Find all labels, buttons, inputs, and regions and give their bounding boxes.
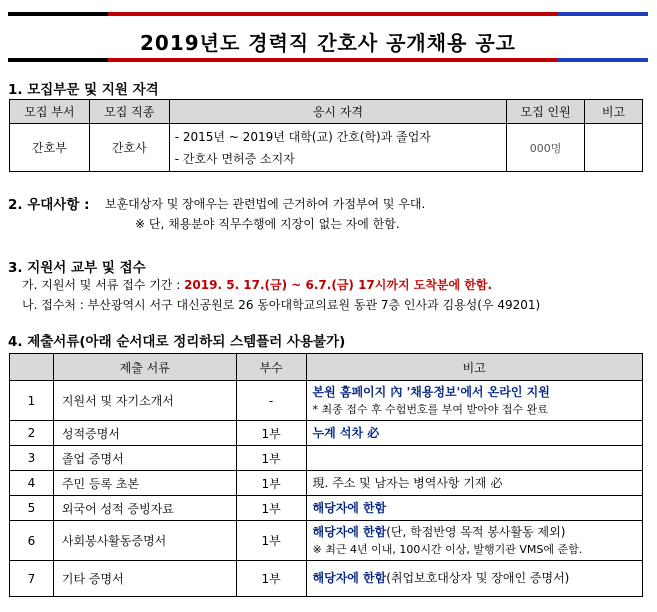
remark-sub: ※ 최근 4년 이내, 100시간 이상, 발행기관 VMS에 준함. [312, 542, 583, 556]
table-row [10, 496, 643, 521]
doc-copies: - [236, 381, 306, 421]
row-number: 6 [10, 521, 54, 561]
section4-heading: 4. 제출서류(아래 순서대로 정리하되 스템플러 사용불가) [8, 334, 346, 350]
application-period [22, 276, 492, 293]
preference-text: 보훈대상자 및 장애우는 관련법에 근거하여 가점부여 및 우대. [105, 197, 426, 211]
page-title: 2019년도 경력직 간호사 공개채용 공고 [140, 31, 516, 55]
doc-name: 외국어 성적 증빙자료 [53, 496, 236, 521]
col-note: 비고 [585, 100, 643, 124]
section1-heading: 1. 모집부문 및 지원 자격 [8, 82, 159, 98]
col-remark: 비고 [306, 354, 642, 381]
recruitment-table [9, 99, 643, 172]
qual-line: - 간호사 면허증 소지자 [174, 151, 295, 166]
period-dates: 2019. 5. 17.(금) ~ 6.7.(금) 17시까지 도착분에 한함. [184, 278, 493, 292]
dept-cell: 간호부 [10, 124, 90, 172]
note-cell [585, 124, 643, 172]
remark-main: 해당자에 한함 [312, 524, 387, 539]
documents-table [9, 353, 643, 597]
col-quals: 응시 자격 [169, 100, 506, 124]
col-copies: 부수 [236, 354, 306, 381]
doc-name: 지원서 및 자기소개서 [53, 381, 236, 421]
doc-remark [306, 446, 642, 471]
row-number: 3 [10, 446, 54, 471]
row-number: 7 [10, 561, 54, 597]
remark-tail: (단, 학점반영 목적 봉사활동 제외) [386, 524, 566, 539]
doc-copies: 1부 [236, 496, 306, 521]
col-dept: 모집 부서 [10, 100, 90, 124]
remark-main: 해당자에 한함 [312, 500, 387, 515]
doc-remark [306, 381, 642, 421]
doc-copies: 1부 [236, 471, 306, 496]
remark-main: 본원 홈페이지 內 '채용정보'에서 온라인 지원 [312, 384, 550, 399]
application-address: 나. 접수처 : 부산광역시 서구 대신공원로 26 동아대학교의료원 동관 7층 인사과 김용성(우 49201) [22, 298, 541, 312]
title-banner [8, 12, 648, 62]
section2-heading: 2. 우대사항 : [8, 197, 90, 213]
quals-cell [169, 124, 506, 172]
row-number: 4 [10, 471, 54, 496]
preference-note: ※ 단, 채용분야 직무수행에 지장이 없는 자에 한함. [135, 217, 400, 231]
doc-name: 성적증명서 [53, 421, 236, 446]
table-row [10, 124, 643, 172]
doc-copies: 1부 [236, 521, 306, 561]
doc-name: 사회봉사활동증명서 [53, 521, 236, 561]
headcount-cell [507, 124, 585, 172]
col-job: 모집 직종 [89, 100, 169, 124]
doc-name: 주민 등록 초본 [53, 471, 236, 496]
table-row [10, 381, 643, 421]
col-doc: 제출 서류 [53, 354, 236, 381]
qual-line: - 2015년 ~ 2019년 대학(교) 간호(학)과 졸업자 [174, 129, 431, 144]
table-row [10, 521, 643, 561]
doc-name: 졸업 증명서 [53, 446, 236, 471]
remark-main: 해당자에 한함 [312, 571, 387, 585]
row-number: 1 [10, 381, 54, 421]
doc-copies: 1부 [236, 446, 306, 471]
doc-remark [306, 561, 642, 597]
table-row [10, 446, 643, 471]
doc-remark [306, 521, 642, 561]
doc-remark [306, 496, 642, 521]
table-row [10, 421, 643, 446]
doc-copies: 1부 [236, 421, 306, 446]
doc-name: 기타 증명서 [53, 561, 236, 597]
row-number: 5 [10, 496, 54, 521]
col-headcount: 모집 인원 [507, 100, 585, 124]
job-cell: 간호사 [89, 124, 169, 172]
table-row [10, 561, 643, 597]
doc-remark [306, 471, 642, 496]
period-label: 가. 지원서 및 서류 접수 기간 : [22, 278, 185, 292]
remark-sub: * 최종 접수 후 수험번호를 부여 받아야 접수 완료 [312, 402, 548, 416]
doc-copies: 1부 [236, 561, 306, 597]
remark-main: 누계 석차 必 [312, 425, 380, 440]
remark-sub: 現. 주소 및 남자는 병역사항 기재 必 [312, 475, 503, 490]
table-row [10, 471, 643, 496]
remark-tail: (취업보호대상자 및 장애인 증명서) [386, 571, 570, 585]
headcount-value: 000명 [529, 141, 562, 155]
section3-heading: 3. 지원서 교부 및 접수 [8, 260, 146, 276]
col-no [10, 354, 54, 381]
doc-remark [306, 421, 642, 446]
row-number: 2 [10, 421, 54, 446]
